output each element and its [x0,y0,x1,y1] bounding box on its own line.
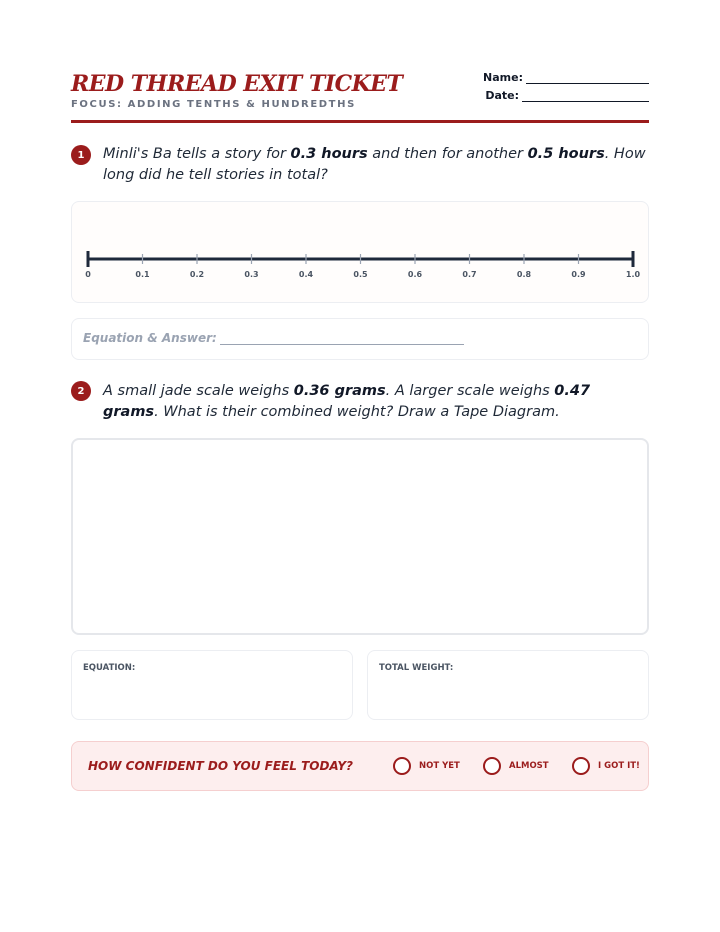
question-1-badge: 1 [71,145,91,165]
number-line-tick-label: 1.0 [625,270,641,279]
number-line[interactable] [72,202,650,304]
question-1-text [103,144,649,186]
confidence-option-label: I GOT IT! [598,761,640,771]
confidence-option-label: ALMOST [509,761,549,771]
total-weight-label: TOTAL WEIGHT: [379,663,454,673]
date-label: Date: [485,89,519,102]
number-line-tick-label: 0 [85,270,91,279]
question-2-text-part: . What is their combined weight? Draw a Tape Diagram. [154,404,560,420]
equation-box[interactable] [71,650,353,720]
confidence-question: HOW CONFIDENT DO YOU FEEL TODAY? [88,759,353,773]
number-line-card[interactable] [71,201,649,303]
page-title: RED THREAD EXIT TICKET [71,71,403,97]
equation-label: EQUATION: [83,663,136,673]
number-line-tick-label: 0.8 [516,270,532,279]
tape-diagram-area[interactable] [71,438,649,635]
question-1-value-2: 0.5 hours [527,146,605,162]
exit-ticket-page [71,0,649,932]
question-2-text-part: A small jade scale weighs [103,383,294,399]
number-line-tick-label: 0.2 [189,270,205,279]
radio-circle-icon[interactable] [483,757,501,775]
confidence-option-label: NOT YET [419,761,460,771]
confidence-option-i-got-it[interactable] [572,757,640,775]
question-2-text-part: . A larger scale weighs [385,383,555,399]
question-2-value-1: 0.36 grams [293,383,386,399]
question-1-value-1: 0.3 hours [290,146,368,162]
equation-answer-field[interactable] [83,331,464,345]
radio-circle-icon[interactable] [393,757,411,775]
question-1-text-part: Minli's Ba tells a story for [103,146,291,162]
number-line-tick-label: 0.3 [244,270,259,279]
confidence-option-not-yet[interactable] [393,757,460,775]
question-2-value-2: 0.47 grams [103,383,591,420]
number-line-tick-label: 0.1 [135,270,150,279]
name-label: Name: [483,71,523,84]
number-line-tick-label: 0.5 [353,270,368,279]
name-field[interactable] [483,71,649,84]
number-line-tick-label: 0.4 [298,270,314,279]
question-1-text-part: . How long did he tell stories in total? [103,146,646,183]
radio-circle-icon[interactable] [572,757,590,775]
question-1-text-part: and then for another [367,146,528,162]
question-2-text [103,381,649,423]
equation-answer-label: Equation & Answer: [83,331,217,345]
page-subtitle: FOCUS: ADDING TENTHS & HUNDREDTHS [71,99,356,110]
confidence-option-almost[interactable] [483,757,549,775]
number-line-tick-label: 0.6 [407,270,423,279]
name-blank[interactable] [526,72,649,84]
header-divider [71,120,649,123]
question-2-badge: 2 [71,381,91,401]
date-blank[interactable] [522,90,649,102]
equation-answer-blank[interactable] [220,335,464,345]
date-field[interactable] [485,89,649,102]
total-weight-box[interactable] [367,650,649,720]
confidence-panel [71,741,649,791]
number-line-tick-label: 0.7 [462,270,477,279]
number-line-tick-label: 0.9 [571,270,586,279]
equation-answer-box[interactable] [71,318,649,360]
